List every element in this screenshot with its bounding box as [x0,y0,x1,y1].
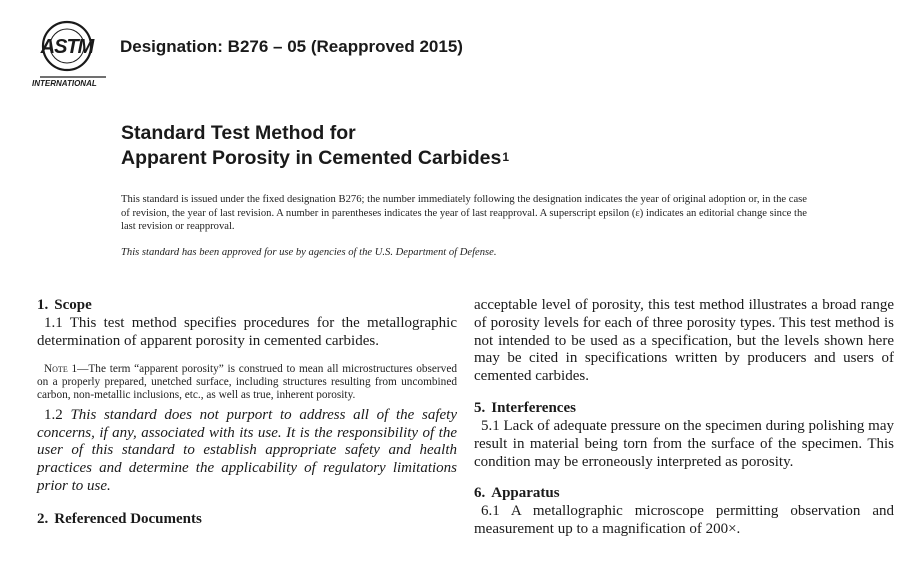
note-label: Note 1 [44,362,78,375]
right-column [474,297,894,539]
paragraph-text: This standard does not purport to address all of the safety concerns, if any, associated with its use. It is the responsibility of the user of this standard to establish appropriate safety and health practices and determine the applicability of regulatory limitations prior to use. [37,406,458,494]
section-heading-apparatus [474,484,894,503]
paragraph-number: 1.2 [44,406,63,423]
section-number: 5. [474,399,486,416]
logo-letters: ASTM [40,36,94,58]
dod-approval-note: This standard has been approved for use by agencies of the U.S. Department of Defense. [121,247,497,258]
section-heading-referenced-documents [37,510,457,529]
section-title: Scope [54,297,92,313]
section-number: 6. [474,485,486,502]
paragraph-1-2 [37,407,457,496]
paragraph-6-1: 6.1 A metallographic microscope permitting observation and measurement up to a magnification of 200×. [474,503,894,538]
significance-continued: acceptable level of porosity, this test method illustrates a broad range of porosity levels for each of three porosity types. This test method is not intended to be used as a specification, but the levels shown here may be cited in specifications written by producers and users of cemented carbides. [474,297,894,385]
title-line-2 [121,146,509,173]
section-number: 1. [37,297,49,313]
title-footnote-ref: 1 [502,150,510,164]
title-line-1: Standard Test Method for [121,122,356,144]
document-title [121,121,509,173]
left-column [37,296,457,529]
note-text: —The term “apparent porosity” is construed to mean all microstructures observed on a properly prepared, unetched surface, including structures resulting from uncombined carbon, non-metallic inclusions, etc., as well as true, inherent porosity. [37,362,457,402]
section-heading-scope [37,296,457,315]
logo-subtext: INTERNATIONAL [32,79,97,88]
paragraph-1-1: 1.1 This test method specifies procedures for the metallographic determination of apparent porosity in cemented carbides. [37,315,457,349]
intro-paragraph: This standard is issued under the fixed designation B276; the number immediately following the designation indicates the year of original adoption or, in the case of revision, the year of last revision. A number in parentheses indicates the year of last reapproval. A superscript epsilon (ε) indicates an editorial change since the last revision or reapproval. [121,194,807,232]
astm-international-logo [30,15,112,91]
astm-logo-icon [30,15,112,91]
section-title: Interferences [491,399,576,416]
title-line-2-text: Apparent Porosity in Cemented Carbides [121,147,502,169]
note-1 [37,363,457,403]
designation: Designation: B276 – 05 (Reapproved 2015) [120,37,463,56]
section-heading-interferences [474,399,894,418]
section-number: 2. [37,510,49,527]
section-title: Referenced Documents [54,510,202,527]
section-title: Apparatus [491,485,560,502]
paragraph-5-1: 5.1 Lack of adequate pressure on the specimen during polishing may result in material being torn from the surface of the specimen. This condition may be erroneously interpreted as porosity. [474,417,894,470]
